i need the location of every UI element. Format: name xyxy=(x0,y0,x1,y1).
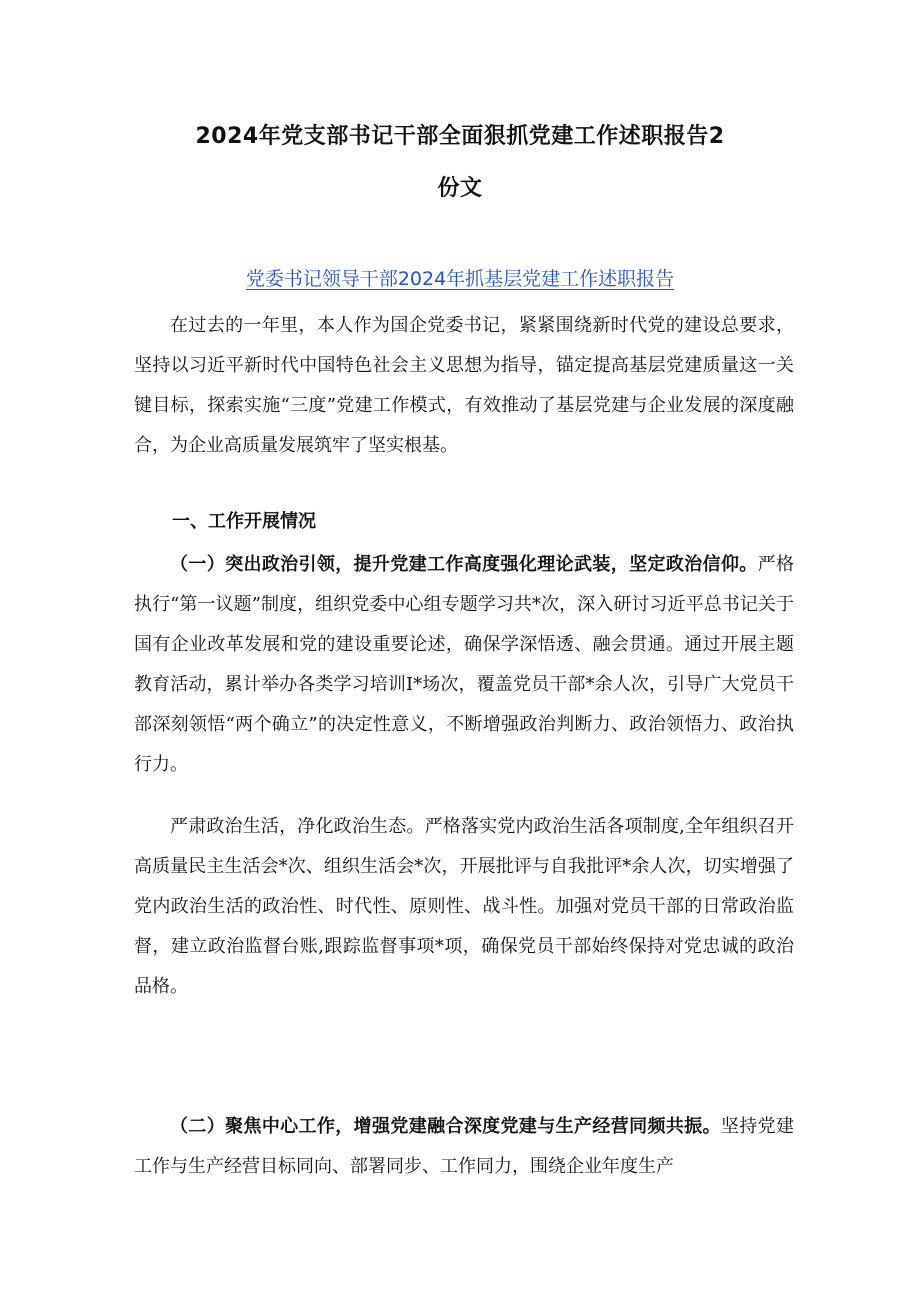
intro-paragraph: 在过去的一年里，本人作为国企党委书记，紧紧围绕新时代党的建设总要求，坚持以习近平新时代中国特色社会主义思想为指导，锚定提高基层党建质量这一关键目标，探索实施“三度”党建工作模式，有效推动了基层党建与企业发展的深度融合，为企业高质量发展筑牢了坚实根基。 xyxy=(134,315,794,456)
item-1-body: 严格执行“第一议题”制度，组织党委中心组专题学习共*次，深入研讨习近平总书记关于国有企业改革发展和党的建设重要论述，确保学深悟透、融会贯通。通过开展主题教育活动，累计举办各类学习培训I*场次，覆盖党员干部*余人次，引导广大党员干部深刻领悟“两个确立”的决定性意义，不断增强政治判断力、政治领悟力、政治执行力。 xyxy=(134,554,795,775)
report-subtitle-link[interactable]: 党委书记领导干部2024年抓基层党建工作述职报告 xyxy=(245,268,675,290)
item-2-body: 坚持党建工作与生产经营目标同向、部署同步、工作同力，围绕企业年度生产 xyxy=(134,1116,794,1177)
item-1-paragraph xyxy=(134,545,794,785)
item-2-lead: （二）聚焦中心工作，增强党建融合深度党建与生产经营同频共振。 xyxy=(170,1116,721,1137)
document-title-line-2: 份文 xyxy=(437,176,483,201)
item-1-paragraph-2: 严肃政治生活，净化政治生态。严格落实党内政治生活各项制度,全年组织召开高质量民主生活会*次、组织生活会*次，开展批评与自我批评*余人次，切实增强了党内政治生活的政治性、时代性、原则性、战斗性。加强对党员干部的日常政治监督，建立政治监督台账,跟踪监督事项*项，确保党员干部始终保持对党忠诚的政治品格。 xyxy=(134,816,794,997)
section-heading-work-status: 一、工作开展情况 xyxy=(172,511,316,532)
document-title-line-1: 2024年党支部书记干部全面狠抓党建工作述职报告2 xyxy=(195,124,725,149)
item-1-lead: （一）突出政治引领，提升党建工作高度强化理论武装，坚定政治信仰。 xyxy=(170,554,758,575)
item-2-paragraph xyxy=(134,1107,794,1187)
